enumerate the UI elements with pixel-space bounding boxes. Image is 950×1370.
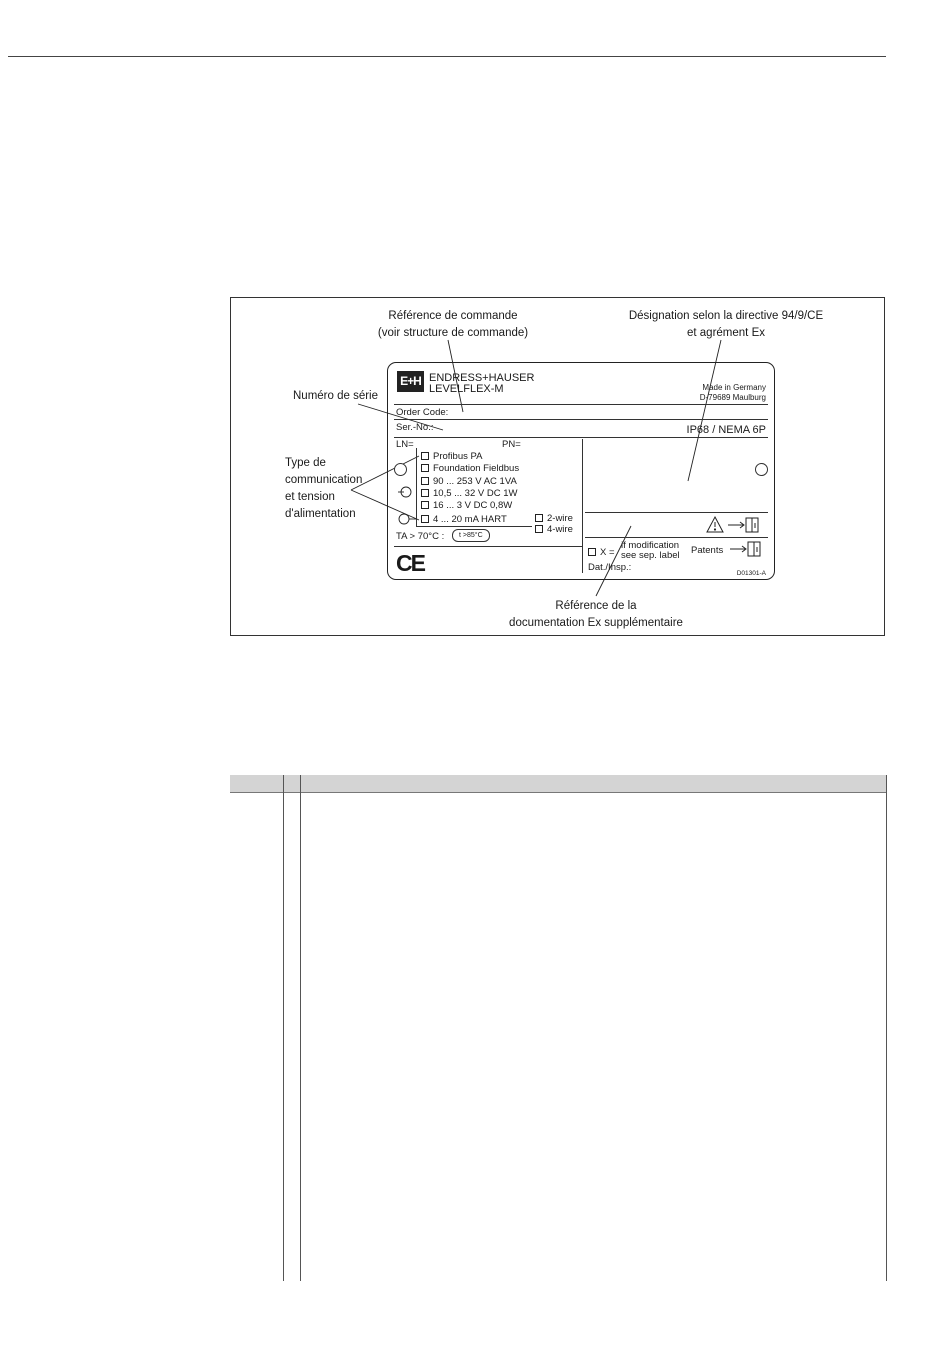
checkbox-icon — [421, 489, 429, 497]
checkbox-icon — [535, 525, 543, 533]
product-name: LEVELFLEX-M — [429, 383, 504, 395]
option-dc-low-supply: 16 ... 3 V DC 0,8W — [421, 500, 512, 511]
callout-serial: Numéro de série — [293, 390, 379, 402]
modification-note-2: see sep. label — [621, 550, 680, 561]
date-inspection-label: Dat./Insp.: — [588, 562, 632, 573]
brand-name: ENDRESS+HAUSER — [429, 372, 535, 384]
cable-temperature: t >85°C — [452, 529, 490, 542]
option-4-wire: 4-wire — [535, 524, 573, 535]
checkbox-icon — [588, 548, 596, 556]
nameplate — [387, 362, 775, 580]
empty-table — [230, 775, 886, 1281]
mounting-hole-right — [755, 463, 768, 476]
ce-mark: CE — [396, 550, 424, 576]
serial-label: Ser.-No.: — [396, 422, 434, 433]
manufacturer-address: D-79689 Maulburg — [699, 393, 766, 402]
callout-designation: Désignation selon la directive 94/9/CE et agrément Ex — [628, 310, 824, 339]
ln-label: LN= — [396, 439, 414, 450]
header-rule — [8, 56, 886, 57]
option-profibus: Profibus PA — [421, 451, 482, 462]
patents-label: Patents — [691, 545, 724, 556]
protection-rating: IP68 / NEMA 6P — [686, 424, 766, 436]
option-ac-supply: 90 ... 253 V AC 1VA — [421, 476, 517, 487]
table-header — [230, 775, 886, 792]
option-2-wire: 2-wire — [535, 513, 573, 524]
order-code-label: Order Code: — [396, 407, 449, 418]
callout-comm-type: Type de communication et tension d'alimentation — [285, 457, 363, 520]
checkbox-icon — [421, 477, 429, 485]
pn-label: PN= — [502, 439, 521, 450]
option-fieldbus: Foundation Fieldbus — [421, 463, 519, 474]
nameplate-figure — [230, 297, 885, 636]
checkbox-icon — [421, 452, 429, 460]
power-terminal-icons — [396, 481, 416, 527]
callout-order-ref: Référence de commande (voir structure de commande) — [377, 310, 529, 339]
temperature-label: TA > 70°C : — [396, 531, 445, 542]
x-modification: X = — [588, 547, 615, 558]
checkbox-icon — [421, 501, 429, 509]
option-dc-supply: 10,5 ... 32 V DC 1W — [421, 488, 517, 499]
warning-manual-icon — [706, 515, 764, 535]
callout-ex-doc: Référence de la documentation Ex supplémentaire — [509, 600, 683, 629]
checkbox-icon — [421, 464, 429, 472]
checkbox-icon — [421, 515, 429, 523]
modification-note-1: if modification — [621, 540, 680, 551]
mounting-hole-left — [394, 463, 407, 476]
drawing-code: D01301-A — [736, 570, 766, 577]
made-in: Made in Germany — [702, 383, 766, 392]
brand-logo: E+H — [397, 371, 424, 392]
option-hart: 4 ... 20 mA HART — [421, 514, 507, 525]
checkbox-icon — [535, 514, 543, 522]
patents-manual-icon — [728, 539, 766, 559]
